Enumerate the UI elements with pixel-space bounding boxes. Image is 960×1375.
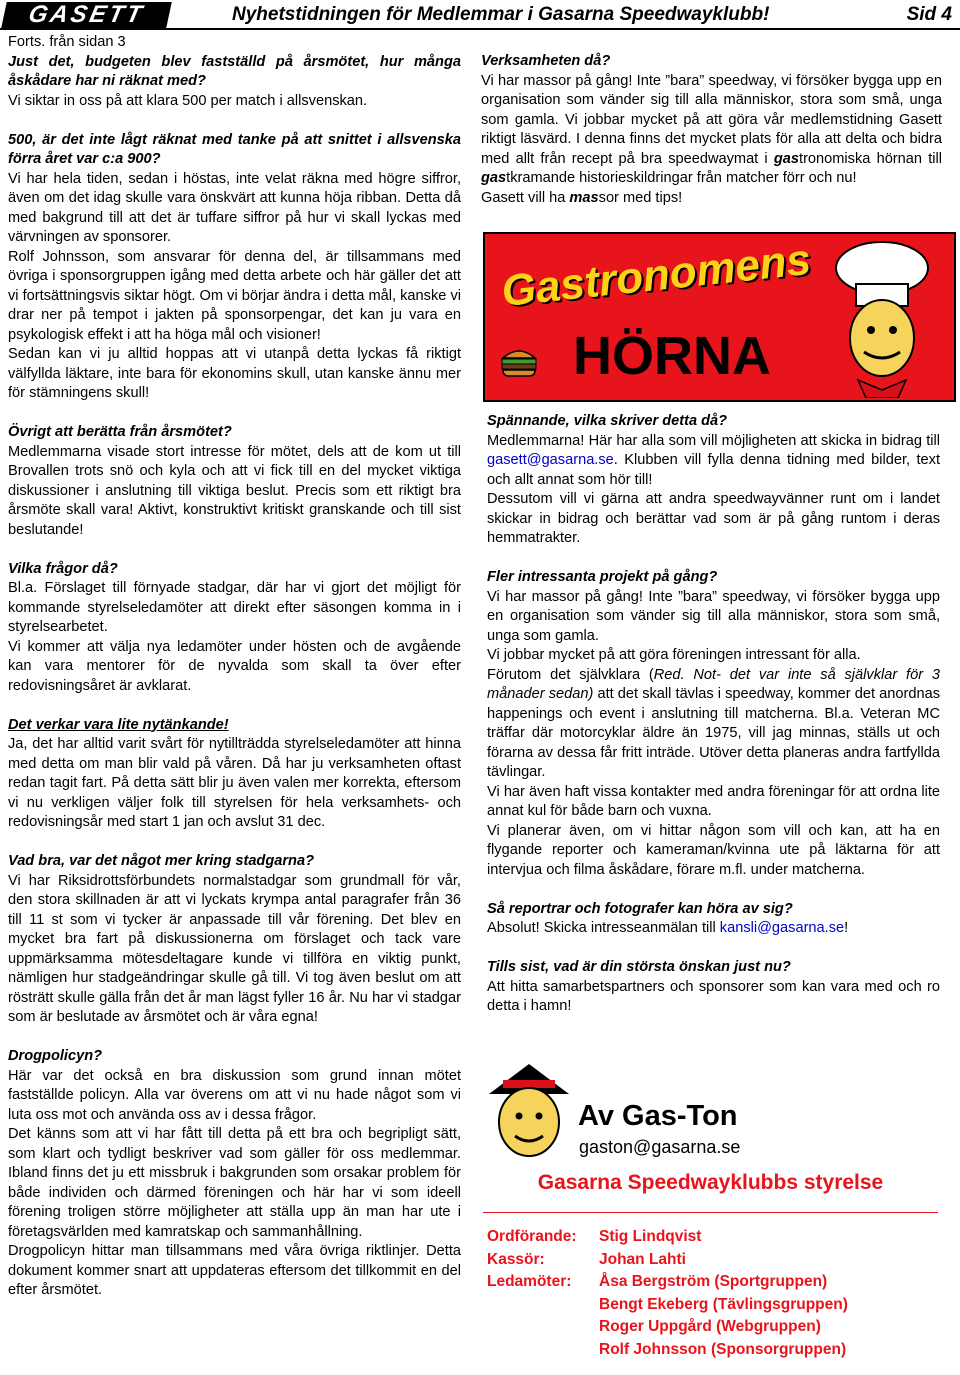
- gasett-logo: GASETT: [1, 2, 172, 28]
- answer: Rolf Johnsson, som ansvarar för denna del, är tillsammans med övriga i sponsorgruppen igång med detta arbete och här gäller det att vi fortsättningsvis siktar högt. Om vi börjar ändra i detta mål, kanske vi drar ner på tempot i jakten på sponsorpengar, det kan ju vara en psykologisk effekt i att ha höga mål och visioner!: [8, 248, 461, 343]
- board-role: Kassör:: [487, 1250, 545, 1268]
- board-role: [487, 1294, 599, 1317]
- board-member: Bengt Ekeberg (Tävlingsgruppen): [599, 1295, 848, 1313]
- left-column: [8, 33, 461, 1301]
- answer: Drogpolicyn hittar man tillsammans med våra övriga riktlinjer. Detta dokument kommer snart att uppdateras eftersom det tillkommit en del efter årsmötet.: [8, 1243, 461, 1298]
- question: Just det, budgeten blev fastställd på årsmötet, hur många åskådare har ni räknat med?: [8, 53, 461, 89]
- question: Det verkar vara lite nytänkande!: [8, 716, 229, 733]
- board-member: Roger Uppgård (Webgruppen): [599, 1318, 821, 1335]
- question: Övrigt att berätta från årsmötet?: [8, 424, 232, 440]
- question: Spännande, vilka skriver detta då?: [487, 413, 728, 429]
- answer: Gasett vill ha massor med tips!: [481, 189, 683, 206]
- board-row: [487, 1294, 848, 1317]
- question: 500, är det inte lågt räknat med tanke på att snittet i allsvenska förra året var c:a 900?: [8, 131, 461, 167]
- banner-title-top: Gastronomens: [499, 234, 814, 317]
- board-role: Ledamöter:: [487, 1273, 572, 1290]
- board-member: Johan Lahti: [599, 1250, 686, 1268]
- newsletter-title: Nyhetstidningen för Medlemmar i Gasarna Speedwayklubb!: [232, 4, 770, 25]
- board-row: [487, 1226, 848, 1249]
- answer: Vi jobbar mycket på att göra föreningen intressant för alla.: [487, 647, 861, 663]
- answer: Här var det också en bra diskussion som grund innan mötet fastställde policyn. Alla var överens om att vi nu hade något som vi luta oss mot och använda oss av i dessa frågor.: [8, 1067, 461, 1123]
- answer: Dessutom vill vi gärna att andra speedwayvänner runt om i landet skickar in bidrag och berättar vad som är på gång runtom i deras hemmatrakter.: [487, 491, 940, 546]
- answer: Vi har även haft vissa kontakter med andra föreningar för att ordna lite annat kul för både barn och vuxna.: [487, 783, 940, 819]
- email-link[interactable]: kansli@gasarna.se: [719, 920, 845, 936]
- right-column-top: [481, 52, 942, 208]
- board-role: [487, 1316, 599, 1339]
- page-number: Sid 4: [906, 4, 952, 25]
- right-column-bottom: [487, 412, 940, 1017]
- question: Verksamheten då?: [481, 53, 611, 69]
- gaston-portrait-icon: [483, 1060, 575, 1164]
- board-row: [487, 1271, 848, 1294]
- gastronomens-horna-banner: [483, 232, 956, 402]
- answer: Vi kommer att välja nya ledamöter under hösten och de avgående kan vara mentorer för de nyvalda som skall ta över efter redovisningsåret är avklarat.: [8, 638, 461, 694]
- answer: Medlemmarna! Här har alla som vill möjligheten att skicka in bidrag till gasett@gasarna.se. Klubben vill fylla denna tidning med bilder, text och allt annat som hör till!: [487, 432, 940, 488]
- answer: Vi har massor på gång! Inte ”bara” speedway, vi försöker bygga upp en organisation som vänder sig till alla människor, stora som små, unga som gamla.: [487, 588, 940, 644]
- board-list: [487, 1226, 848, 1361]
- answer: Att hitta samarbetspartners och sponsorer som kan vara med och ro detta i hamn!: [487, 978, 940, 1014]
- answer: Absolut! Skicka intresseanmälan till kansli@gasarna.se!: [487, 920, 849, 936]
- board-role: [487, 1339, 599, 1362]
- answer: Vi har Riksidrottsförbundets normalstadgar som grundmall för vår, den stora skillnaden är att vi lyckats krympa antal paragrafer från 36 till 11 st som vi tycker är anpassade till vår förening. Det blev en mycket bra fart på diskussionerna om förslaget och tack vare uppmärksamma mötesdeltagare kunde vi tillföra en viktig punkt, nämligen hur stadgeändringar skulle gå till. Vi tog även beslut om att rösträtt skulle gälla från det år man lägst fyller 16 år. Nu har vi stadgar som är beslutade av årsmötet och är våra egna!: [8, 872, 461, 1025]
- answer: Vi har massor på gång! Inte ”bara” speedway, vi försöker bygga upp en organisation som vänder sig till alla människor, stora som små, unga som gamla. Vi jobbar mycket på att göra vår medlemstidning Gasett riktigt läsvärd. I denna finns det mycket plats för alla att delta och bidra med allt från recept på bra speedwaymat i gastronomiska hörnan till gastkramande historieskildringar från matcher förr och nu!: [481, 72, 942, 186]
- chef-illustration: [828, 240, 936, 398]
- board-role: Ordförande:: [487, 1228, 577, 1245]
- answer: Vi siktar in oss på att klara 500 per match i allsvenskan.: [8, 92, 368, 109]
- answer: Bl.a. Förslaget till förnyade stadgar, där har vi gjort det möjligt för kommande styrelseledamöter att direkt efter säsongen komma in i styrelsearbetet.: [8, 580, 461, 635]
- byline-author: Av Gas-Ton: [578, 1100, 738, 1132]
- question: Tills sist, vad är din största önskan just nu?: [487, 959, 791, 975]
- question: Vad bra, var det något mer kring stadgarna?: [8, 853, 315, 869]
- board-member: Stig Lindqvist: [599, 1228, 702, 1245]
- board-member: Rolf Johnsson (Sponsorgruppen): [599, 1340, 847, 1358]
- answer: Vi planerar även, om vi hittar någon som vill och kan, att ha en flygande reporter och kameraman/kvinna ute på läktarna för att intervjua och filma åskådare, förare m.fl. under matcherna.: [487, 822, 940, 878]
- board-row: [487, 1316, 848, 1339]
- question: Drogpolicyn?: [8, 1048, 103, 1064]
- answer: Vi har hela tiden, sedan i höstas, inte velat räkna med högre siffror, även om det idag skulle vara önskvärt att kunna höja ribban. Detta då med bakgrund till att det är tuffare siffror på hur vi skall lyckas med värvningen av sponsorer.: [8, 170, 461, 245]
- board-member: Åsa Bergström (Sportgruppen): [599, 1273, 828, 1290]
- board-title: Gasarna Speedwayklubbs styrelse: [537, 1171, 884, 1194]
- question: Fler intressanta projekt på gång?: [487, 569, 718, 585]
- answer: Medlemmarna visade stort intresse för mötet, dels att de kom ut till Brovallen trots snö och kyla och att vi fick till en del mycket viktiga diskussioner i anslutning till viktiga beslut. Precis som ett riktigt bra årsmöte skall vara! Aktivt, konstruktivt kritiskt granskande och till sist beslutande!: [8, 443, 461, 538]
- continued-note: Forts. från sidan 3: [8, 34, 126, 50]
- question: Så reportrar och fotografer kan höra av sig?: [487, 900, 793, 917]
- board-row: [487, 1339, 848, 1362]
- answer: Ja, det har alltid varit svårt för nytillträdda styrelseledamöter att hinna med detta om man blir vald på våren. Då har ju verksamheten oftast redan tagit fart. På detta sätt blir ju även valen mer korrekta, eftersom vi nu verkligen väljer folk till styrelsen för hela verksamhets- och redovisningsår med start 1 jan och avslut 31 dec.: [8, 736, 461, 830]
- byline-email[interactable]: gaston@gasarna.se: [579, 1137, 741, 1157]
- board-row: [487, 1249, 848, 1272]
- board-rule: [483, 1212, 938, 1213]
- header-rule: [0, 28, 960, 30]
- answer: Det känns som att vi har fått till detta på ett bra och begripligt sätt, som klart och tydligt beskriver vad som gäller för oss medlemmar. Ibland finns det ju ett missbruk i bakgrunden som orsakar problem för både individen och därmed föreningen och här har vi som ideell förening troligen större möjligheter att ställa upp än man har ute i företagsvärlden med kamratskap och sammanhållning.: [8, 1126, 461, 1240]
- question: Vilka frågor då?: [8, 560, 118, 577]
- banner-title-bottom: HÖRNA: [573, 326, 771, 386]
- burger-icon: [499, 344, 539, 378]
- answer: Sedan kan vi ju alltid hoppas att vi utanpå detta lyckas få riktigt välfyllda läktare, inte bara för ekonomins skull, utan kanske ännu mer för stämningens skull!: [8, 346, 461, 401]
- answer: Förutom det självklara (Red. Not- det var inte så självklar för 3 månader sedan) att det skall tävlas i speedway, kommer det anordnas happenings och event i anslutning till matcherna. Bl.a. Veteran MC träffar där motorcyklar äldre än 1975, vill jag minnas, ställs ut och förarna av dessa får fritt inträde. Utöver detta planeras andra fartfyllda tävlingar.: [487, 666, 940, 780]
- email-link[interactable]: gasett@gasarna.se: [487, 452, 614, 468]
